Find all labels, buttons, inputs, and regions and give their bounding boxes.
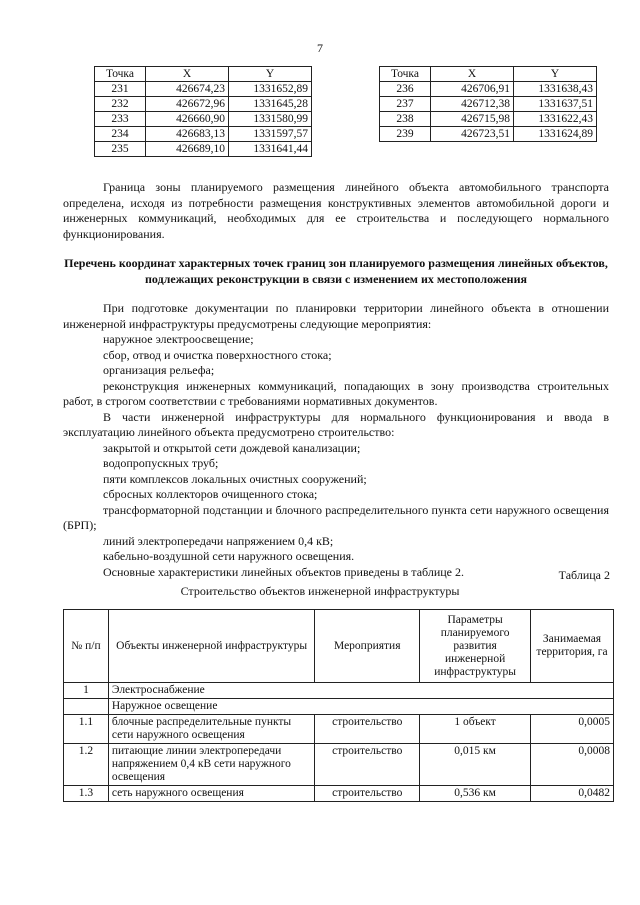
column-header: Объекты инженерной инфраструктуры [108, 610, 314, 683]
table-row [95, 142, 312, 157]
column-header: Y [514, 67, 597, 82]
measure-cell: строительство [315, 715, 420, 744]
x-cell: 426660,90 [146, 112, 229, 127]
table-row [64, 715, 614, 744]
column-header: Занимаемая территория, га [531, 610, 614, 683]
list-item: наружное электроосвещение; [103, 332, 254, 346]
point-cell: 236 [380, 82, 431, 97]
row-number: 1.2 [64, 744, 109, 786]
y-cell: 1331597,57 [229, 127, 312, 142]
table-header-row [95, 67, 312, 82]
point-cell: 237 [380, 97, 431, 112]
object-cell: блочные распределительные пункты сети наружного освещения [108, 715, 314, 744]
intro-paragraph: При подготовке документации по планировки территории линейного объекта в отношении инженерной инфраструктуры предусмотрены следующие мероприятия: [63, 301, 609, 331]
list-item: кабельно-воздушной сети наружного освещения. [103, 549, 355, 563]
area-cell: 0,0482 [531, 786, 614, 802]
y-cell: 1331641,44 [229, 142, 312, 157]
x-cell: 426723,51 [431, 127, 514, 142]
column-header: X [431, 67, 514, 82]
coordinates-table-right [379, 66, 597, 142]
point-cell: 231 [95, 82, 146, 97]
table-row [95, 112, 312, 127]
infrastructure-text [63, 301, 609, 580]
y-cell: 1331622,43 [514, 112, 597, 127]
boundary-paragraph: Граница зоны планируемого размещения линейного объекта автомобильного транспорта определена, исходя из потребности размещения конструктивных элементов автомобильной дороги и инженерных коммуникаций, необходимых для ее строительства и последующего нормального функционирования. [63, 180, 609, 241]
point-cell: 238 [380, 112, 431, 127]
column-header: X [146, 67, 229, 82]
section-number: 1 [64, 683, 109, 699]
list-item: сбросных коллекторов очищенного стока; [103, 487, 318, 501]
section-title: Электроснабжение [108, 683, 613, 699]
section-heading: Перечень координат характерных точек границ зон планируемого размещения линейных объектов, подлежащих реконструкции в связи с изменением их местоположения [64, 256, 608, 286]
column-header: № п/п [64, 610, 109, 683]
table-row [380, 82, 597, 97]
x-cell: 426689,10 [146, 142, 229, 157]
table-row [95, 97, 312, 112]
list-item: сбор, отвод и очистка поверхностного стока; [103, 347, 332, 362]
object-cell: питающие линии электропередачи напряжением 0,4 кВ сети наружного освещения [108, 744, 314, 786]
param-cell: 0,536 км [420, 786, 531, 802]
point-cell: 233 [95, 112, 146, 127]
area-cell: 0,0008 [531, 744, 614, 786]
area-cell: 0,0005 [531, 715, 614, 744]
x-cell: 426672,96 [146, 97, 229, 112]
column-header: Мероприятия [315, 610, 420, 683]
list-item: пяти комплексов локальных очистных сооружений; [103, 471, 367, 486]
x-cell: 426706,91 [431, 82, 514, 97]
intro-paragraph: В части инженерной инфраструктуры для нормального функционирования и ввода в эксплуатацию линейного объекта предусмотрено строительство: [63, 409, 609, 439]
table-section-row [64, 683, 614, 699]
param-cell: 1 объект [420, 715, 531, 744]
outro-paragraph: Основные характеристики линейных объектов приведены в таблице 2. [103, 564, 464, 579]
table-row [95, 82, 312, 97]
y-cell: 1331638,43 [514, 82, 597, 97]
point-cell: 234 [95, 127, 146, 142]
row-number: 1.1 [64, 715, 109, 744]
empty-cell [64, 699, 109, 715]
table-row [64, 786, 614, 802]
column-header: Параметры планируемого развития инженерной инфраструктуры [420, 610, 531, 683]
y-cell: 1331645,28 [229, 97, 312, 112]
y-cell: 1331652,89 [229, 82, 312, 97]
list-item: водопропускных труб; [103, 456, 219, 470]
column-header: Точка [380, 67, 431, 82]
list-item: закрытой и открытой сети дождевой канализации; [103, 440, 361, 455]
x-cell: 426683,13 [146, 127, 229, 142]
table-row [64, 744, 614, 786]
measure-cell: строительство [315, 744, 420, 786]
table-subsection-row [64, 699, 614, 715]
table-header-row [64, 610, 614, 683]
point-cell: 232 [95, 97, 146, 112]
measure-cell: строительство [315, 786, 420, 802]
list-item: трансформаторной подстанции и блочного распределительного пункта сети наружного освещения (БРП); [63, 502, 609, 532]
list-item: организация рельефа; [103, 363, 215, 377]
coordinates-table-left [94, 66, 312, 157]
x-cell: 426715,98 [431, 112, 514, 127]
table-row [95, 127, 312, 142]
page-number: 7 [317, 41, 323, 55]
list-item: линий электропередачи напряжением 0,4 кВ; [103, 533, 334, 548]
y-cell: 1331580,99 [229, 112, 312, 127]
y-cell: 1331637,51 [514, 97, 597, 112]
y-cell: 1331624,89 [514, 127, 597, 142]
table-number: Таблица 2 [558, 568, 610, 582]
column-header: Точка [95, 67, 146, 82]
column-header: Y [229, 67, 312, 82]
subsection-title: Наружное освещение [108, 699, 613, 715]
table-row [380, 97, 597, 112]
point-cell: 239 [380, 127, 431, 142]
row-number: 1.3 [64, 786, 109, 802]
infrastructure-table [63, 609, 614, 802]
point-cell: 235 [95, 142, 146, 157]
table-row [380, 127, 597, 142]
param-cell: 0,015 км [420, 744, 531, 786]
table-header-row [380, 67, 597, 82]
table-caption: Строительство объектов инженерной инфраструктуры [180, 584, 460, 598]
table-row [380, 112, 597, 127]
list-item: реконструкция инженерных коммуникаций, попадающих в зону производства строительных работ, в строгом соответствии с требованиями нормативных документов. [63, 378, 609, 408]
object-cell: сеть наружного освещения [108, 786, 314, 802]
x-cell: 426712,38 [431, 97, 514, 112]
x-cell: 426674,23 [146, 82, 229, 97]
